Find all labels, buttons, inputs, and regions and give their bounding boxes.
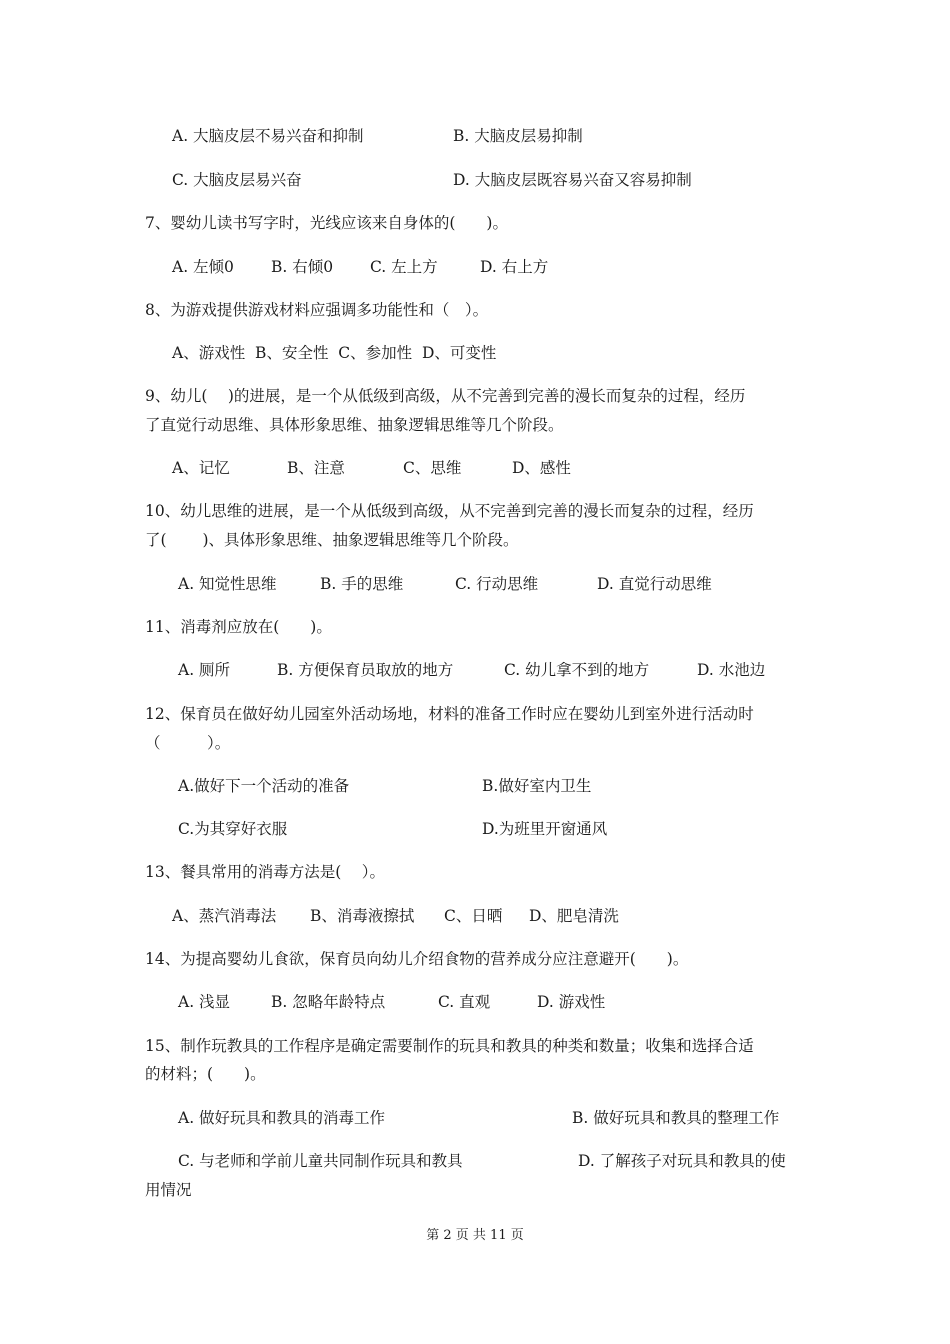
q13-question: 13、餐具常用的消毒方法是( ）。 [145,863,385,881]
q12-option-b: B.做好室内卫生 [482,777,592,795]
q11-option-c: C. 幼儿拿不到的地方 [504,661,650,679]
q7-question: 7、婴幼儿读书写字时，光线应该来自身体的( )。 [145,214,508,232]
q15-question-line2: 的材料；( )。 [145,1065,266,1083]
q6-option-b: B. 大脑皮层易抑制 [453,127,583,145]
q14-option-d: D. 游戏性 [537,993,606,1011]
q7-option-d: D. 右上方 [480,258,549,276]
q12-option-c: C.为其穿好衣服 [178,820,288,838]
q14-option-b: B. 忽略年龄特点 [271,993,386,1011]
q7-option-a: A. 左倾0 [172,258,234,276]
q8-options: A、游戏性 B、安全性 C、参加性 D、可变性 [172,344,497,362]
q14-question: 14、为提高婴幼儿食欲，保育员向幼儿介绍食物的营养成分应注意避开( )。 [145,950,689,968]
q13-option-c: C、日晒 [444,907,503,925]
q9-option-b: B、注意 [287,459,345,477]
q10-option-a: A. 知觉性思维 [178,575,277,593]
q6-option-a: A. 大脑皮层不易兴奋和抑制 [172,127,364,145]
q15-option-c: C. 与老师和学前儿童共同制作玩具和教具 [178,1152,463,1170]
q7-option-b: B. 右倾0 [271,258,334,276]
q10-option-b: B. 手的思维 [320,575,404,593]
q8-question: 8、为游戏提供游戏材料应强调多功能性和（ ）。 [145,301,489,319]
q7-option-c: C. 左上方 [370,258,438,276]
q15-option-d: D. 了解孩子对玩具和教具的使 [578,1152,786,1170]
q10-question-line1: 10、幼儿思维的进展，是一个从低级到高级，从不完善到完善的漫长而复杂的过程，经历 [145,502,754,520]
q13-option-a: A、蒸汽消毒法 [172,907,277,925]
q15-option-d-cont: 用情况 [145,1181,192,1199]
q9-question-line2: 了直觉行动思维、具体形象思维、抽象逻辑思维等几个阶段。 [145,416,564,434]
q15-option-a: A. 做好玩具和教具的消毒工作 [178,1109,386,1127]
q15-option-b: B. 做好玩具和教具的整理工作 [572,1109,780,1127]
q10-option-c: C. 行动思维 [455,575,539,593]
q12-question-line2: （ ）。 [145,734,231,752]
q11-option-b: B. 方便保育员取放的地方 [277,661,454,679]
q13-option-d: D、肥皂清洗 [529,907,619,925]
q11-option-a: A. 厕所 [178,661,231,679]
q9-option-c: C、思维 [403,459,462,477]
q14-option-c: C. 直观 [438,993,491,1011]
q15-question-line1: 15、制作玩教具的工作程序是确定需要制作的玩具和教具的种类和数量；收集和选择合适 [145,1037,754,1055]
q11-question: 11、消毒剂应放在( )。 [145,618,332,636]
q9-option-a: A、记忆 [172,459,230,477]
q6-option-c: C. 大脑皮层易兴奋 [172,171,302,189]
q10-option-d: D. 直觉行动思维 [597,575,712,593]
q11-option-d: D. 水池边 [697,661,766,679]
q9-question-line1: 9、幼儿( )的进展，是一个从低级到高级，从不完善到完善的漫长而复杂的过程，经历 [145,387,746,405]
q12-question-line1: 12、保育员在做好幼儿园室外活动场地，材料的准备工作时应在婴幼儿到室外进行活动时 [145,705,754,723]
q14-option-a: A. 浅显 [178,993,231,1011]
page-number-footer: 第 2 页 共 11 页 [426,1228,524,1243]
q12-option-d: D.为班里开窗通风 [482,820,608,838]
q6-option-d: D. 大脑皮层既容易兴奋又容易抑制 [453,171,692,189]
q9-option-d: D、感性 [512,459,571,477]
q13-option-b: B、消毒液擦拭 [310,907,415,925]
q12-option-a: A.做好下一个活动的准备 [178,777,350,795]
q10-question-line2: 了( )、具体形象思维、抽象逻辑思维等几个阶段。 [145,531,519,549]
